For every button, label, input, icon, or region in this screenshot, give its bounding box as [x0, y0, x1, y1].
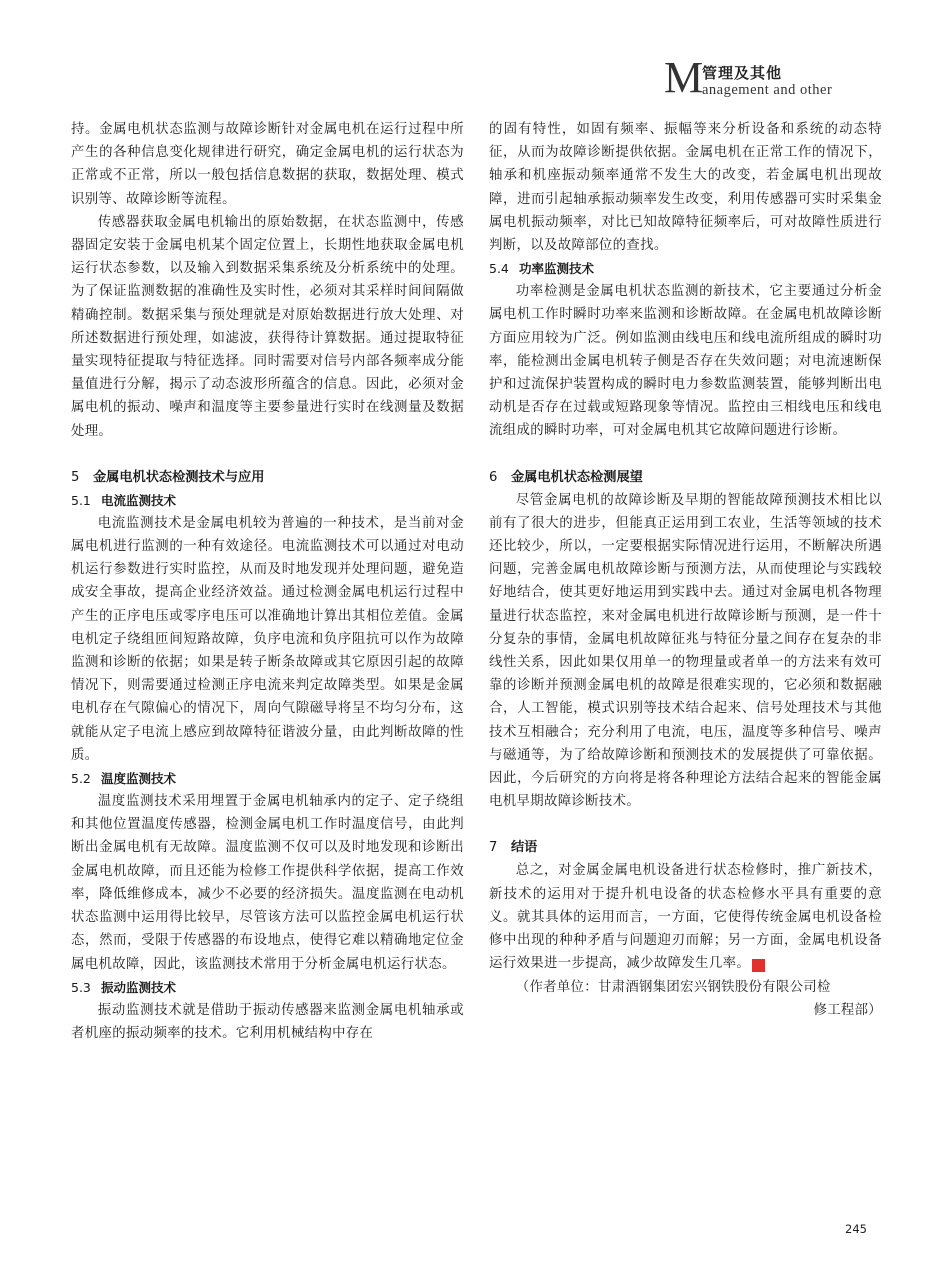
subsection-5-1-text: 电流监测技术是金属电机较为普遍的一种技术，是当前对金属电机进行监测的一种有效途径。电流监测技术可以通过对电动机运行参数进行实时监控，从而及时地发现并处理问题，避免造成安全事故，提高企业经济效益。通过检测金属电机运行过程中产生的正序电压或零序电压可以准确地计算出其相位差值。金属电机定子绕组匝间短路故障，负序电流和负序阻抗可以作为故障监测和诊断的依据；如果是转子断条故障或其它原因引起的故障情况下，则需要通过检测正序电流来判定故障类型。如果是金属电机存在气隙偏心的情况下，周向气隙磁导将呈不均匀分布，这就能从定子电流上感应到故障特征谐波分量，由此判断故障的性质。 [71, 515, 464, 763]
page-number: 245 [845, 1222, 867, 1236]
subsection-title: 电流监测技术 [101, 492, 177, 508]
subsection-title: 温度监测技术 [101, 771, 177, 787]
subsection-5-2-heading [71, 767, 464, 790]
right-column [489, 118, 882, 1022]
subsection-5-3-heading [71, 976, 464, 999]
running-header [664, 53, 864, 102]
subsection-5-4-text: 功率检测是金属电机状态监测的新技术，它主要通过分析金属电机工作时瞬时功率来监测和诊断故障。在金属电机故障诊断方面应用较为广泛。例如监测由线电压和线电流所组成的瞬时功率，能检测出金属电机转子侧是否存在失效问题；对电流速断保护和过流保护装置构成的瞬时电力参数监测装置，能够判断出电动机是否存在过载或短路现象等情况。监控由三相线电压和线电流组成的瞬时功率，可对金属电机其它故障问题进行诊断。 [489, 284, 882, 439]
left-column [71, 118, 464, 1045]
subsection-number: 5.2 [71, 771, 91, 787]
subsection-number: 5.4 [489, 261, 509, 277]
subsection-number: 5.3 [71, 979, 91, 995]
section-7-heading [489, 836, 882, 859]
subsection-title: 功率监测技术 [519, 261, 595, 277]
subsection-5-2-text: 温度监测技术采用埋置于金属电机轴承内的定子、定子绕组和其他位置温度传感器，检测金属电机工作时温度信号，由此判断出金属电机有无故障。温度监测不仅可以及时地发现和诊断出金属电机故障，而且还能为检修工作提供科学依据，提高工作效率，降低维修成本，减少不必要的经济损失。温度监测在电动机状态监测中运用得比较早，尽管该方法可以监控金属电机运行状态，然而，受限于传感器的布设地点，使得它难以精确地定位金属电机故障，因此，该监测技术常用于分析金属电机运行状态。 [71, 794, 464, 972]
subsection-number: 5.1 [71, 492, 91, 508]
section-number: 5 [71, 469, 80, 485]
author-affiliation [489, 976, 882, 1022]
conclusion-text: 总之，对金属金属电机设备进行状态检修时，推广新技术，新技术的运用对于提升机电设备的状态检修水平具有重要的意义。就其具体的运用而言，一方面，它使得传统金属电机设备检修中出现的种种矛盾与问题迎刃而解；另一方面，金属电机设备运行效果进一步提高，减少故障发生几率。 [489, 863, 882, 972]
header-english-title: anagement and other [702, 82, 833, 98]
section-number: 7 [489, 840, 498, 856]
intro-paragraph-1: 持。金属电机状态监测与故障诊断针对金属电机在运行过程中所产生的各种信息变化规律进行研究，确定金属电机的运行状态为正常或不正常，所以一般包括信息数据的获取，数据处理、模式识别等、故障诊断等流程。 [71, 122, 464, 207]
end-mark-icon: 通 [752, 959, 765, 972]
header-chinese-title: 管理及其他 [702, 64, 783, 82]
intro-paragraph-2: 传感器获取金属电机输出的原始数据，在状态监测中，传感器固定安装于金属电机某个固定位置上，长期性地获取金属电机运行状态参数，以及输入到数据采集系统及分析系统中的处理。为了保证监测数据的准确性及实时性，必须对其采样时间间隔做精确控制。数据采集与预处理就是对原始数据进行放大处理、对所述数据进行预处理，如滤波，获得待计算数据。通过提取特征量实现特征提取与特征选择。同时需要对信号内部各频率成分能量值进行分解，揭示了动态波形所蕴含的信息。因此，必须对金属电机的振动、噪声和温度等主要参量进行实时在线测量及数据处理。 [71, 214, 464, 439]
subsection-title: 振动监测技术 [101, 979, 177, 995]
subsection-5-4-heading [489, 257, 882, 280]
section-7-text [489, 859, 882, 975]
section-title: 结语 [511, 840, 538, 856]
section-title: 金属电机状态检测技术与应用 [93, 469, 265, 485]
section-6-text: 尽管金属电机的故障诊断及早期的智能故障预测技术相比以前有了很大的进步，但能真正运用到工农业，生活等领域的技术还比较少，所以，一定要根据实际情况进行运用，不断解决所遇问题，完善金属电机故障诊断与预测方法，从而使理论与实践较好地结合，使其更好地运用到实践中去。通过对金属电机各物理量进行状态监控，来对金属电机进行故障诊断与预测，是一件十分复杂的事情，金属电机故障征兆与特征分量之间存在复杂的非线性关系，因此如果仅用单一的物理量或者单一的方法来有效可靠的诊断并预测金属电机的故障是很难实现的，它必须和数据融合，人工智能，模式识别等技术结合起来、信号处理技术与其他技术互相融合；充分利用了电流，电压，温度等多种信号、噪声与磁通等，为了给故障诊断和预测技术的发展提供了可靠依据。因此，今后研究的方向将是将各种理论方法结合起来的智能金属电机早期故障诊断技术。 [489, 492, 882, 810]
affiliation-line-2: 修工程部） [813, 1002, 882, 1018]
section-title: 金属电机状态检测展望 [511, 469, 643, 485]
section-number: 6 [489, 469, 498, 485]
continuation-paragraph: 的固有特性，如固有频率、振幅等来分析设备和系统的动态特征，从而为故障诊断提供依据。金属电机在正常工作的情况下，轴承和机座振动频率通常不发生大的改变，若金属电机出现故障，进而引起轴承振动频率发生改变，利用传感器可实时采集金属电机振动频率，对比已知故障特征频率后，可对故障性质进行判断，以及故障部位的查找。 [489, 122, 882, 254]
section-5-heading [71, 466, 464, 489]
affiliation-line-1: （作者单位：甘肃酒钢集团宏兴钢铁股份有限公司检 [515, 979, 831, 995]
header-initial: M [664, 53, 704, 102]
subsection-5-3-text: 振动监测技术就是借助于振动传感器来监测金属电机轴承或者机座的振动频率的技术。它利用机械结构中存在 [71, 1002, 464, 1041]
subsection-5-1-heading [71, 489, 464, 512]
section-6-heading [489, 466, 882, 489]
